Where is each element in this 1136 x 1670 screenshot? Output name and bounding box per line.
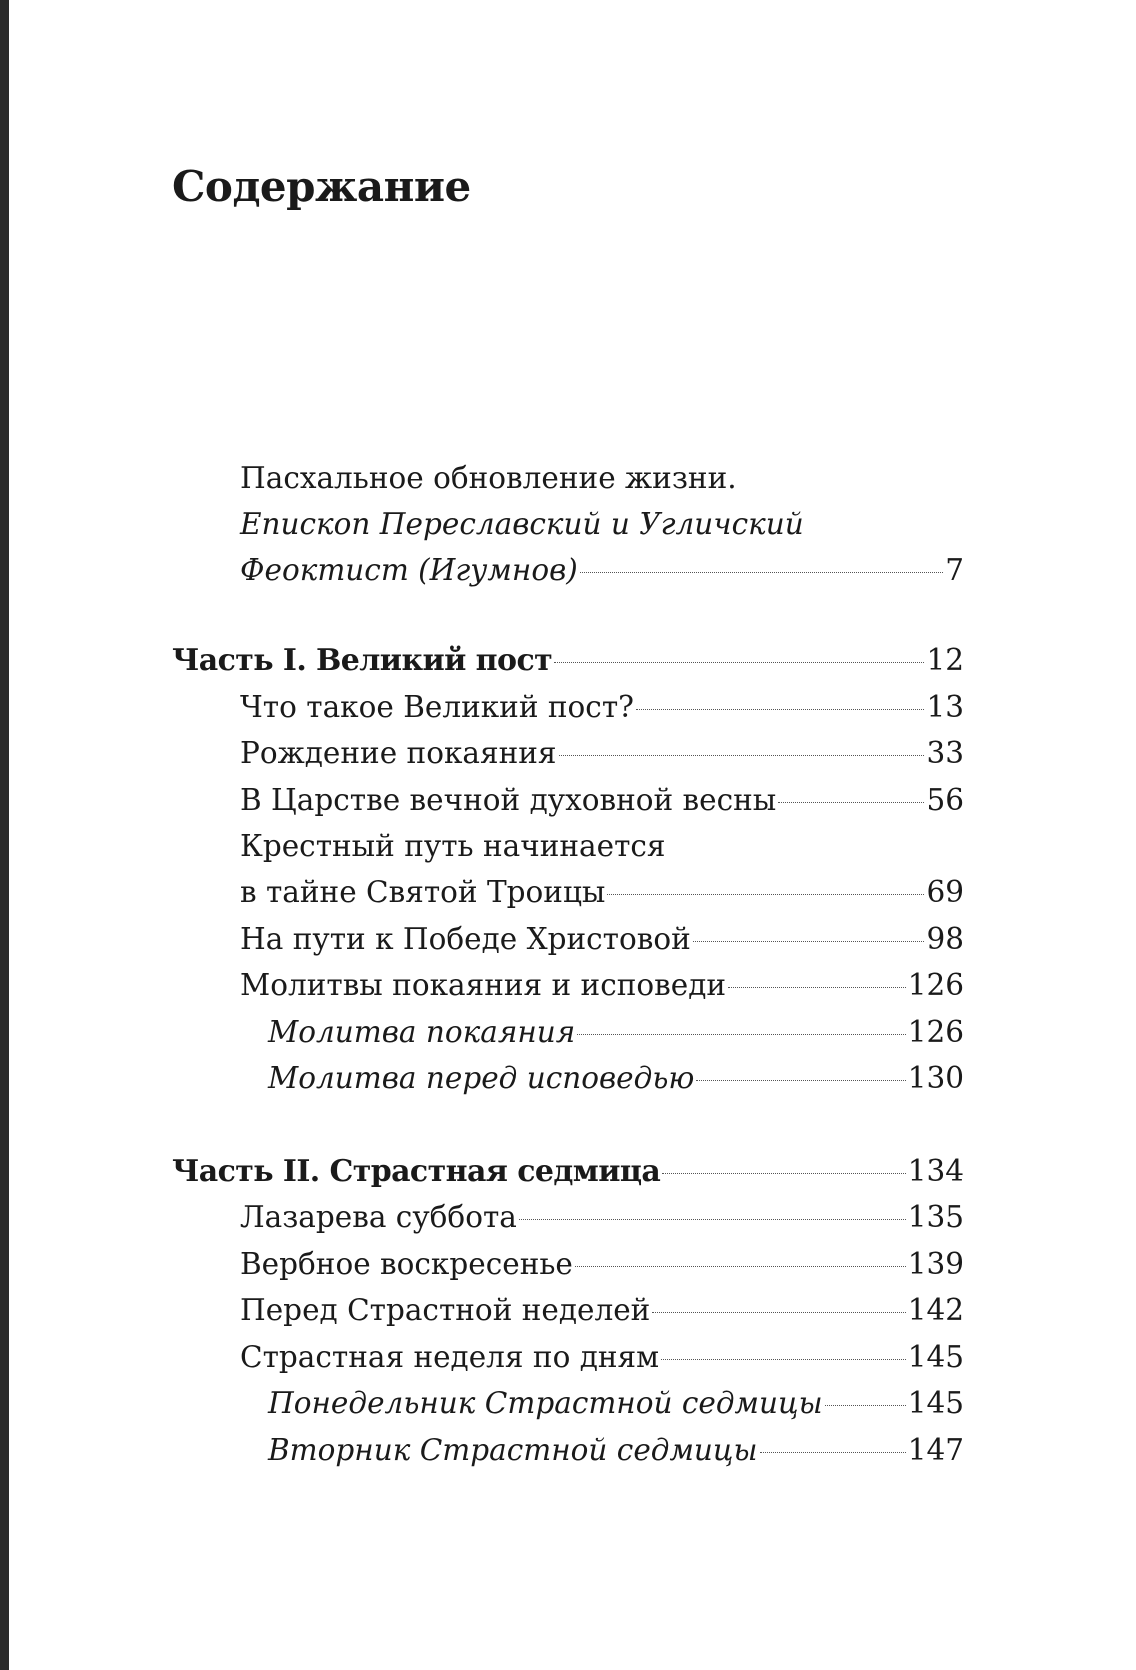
toc-entry-label: Страстная неделя по дням [240,1340,660,1374]
toc-entry[interactable] [172,684,964,730]
toc-page-number: 134 [907,1154,964,1188]
toc-page-number: 142 [907,1293,964,1327]
toc-entry[interactable] [172,962,964,1008]
page-edge [0,0,9,1670]
toc-page-number: 7 [945,553,964,587]
toc-page-number: 135 [907,1200,964,1234]
toc-page-number: 69 [926,875,964,909]
toc-foreword-line2[interactable] [172,501,964,547]
dot-leader [577,1033,905,1035]
page-title: Содержание [172,162,471,211]
toc-page-number: 130 [907,1061,964,1095]
toc-part-2[interactable] [172,1148,964,1194]
toc-entry-label: Епископ Переславский и Угличский [240,507,804,541]
toc-page-number: 56 [926,783,964,817]
toc-entry[interactable] [172,1287,964,1333]
toc-page-number: 145 [907,1340,964,1374]
toc-entry[interactable] [172,869,964,915]
toc-entry-label: в тайне Святой Троицы [240,875,606,909]
toc-entry-label: Перед Страстной неделей [240,1293,651,1327]
dot-leader [652,1311,905,1313]
dot-leader [662,1172,905,1174]
dot-leader [519,1218,906,1220]
toc-entry[interactable] [172,1241,964,1287]
toc-entry[interactable] [172,1194,964,1240]
dot-leader [778,801,924,803]
toc-entry-label: Молитва перед исповедью [268,1061,695,1095]
toc-entry-label: Лазарева суббота [240,1200,517,1234]
toc-page-number: 12 [926,643,964,677]
toc-entry-label: Молитва покаяния [268,1015,576,1049]
toc-entry-label: Молитвы покаяния и исповеди [240,968,727,1002]
toc-entry[interactable] [172,777,964,823]
dot-leader [661,1358,906,1360]
dot-leader [575,1265,906,1267]
dot-leader [580,571,943,573]
toc-subentry[interactable] [172,1380,964,1426]
toc-subentry[interactable] [172,1009,964,1055]
dot-leader [559,754,925,756]
toc-page-number: 98 [926,922,964,956]
toc-foreword-line1[interactable] [172,455,964,501]
toc-page-number: 147 [907,1433,964,1467]
toc-entry[interactable] [172,730,964,776]
toc-page-number: 145 [907,1386,964,1420]
toc-subentry[interactable] [172,1427,964,1473]
dot-leader [607,893,924,895]
toc-entry-line1[interactable] [172,823,964,869]
dot-leader [760,1451,906,1453]
dot-leader [825,1404,906,1406]
toc-entry[interactable] [172,1334,964,1380]
toc-entry-label: Понедельник Страстной седмицы [268,1386,823,1420]
toc-entry-label: Феоктист (Игумнов) [240,553,578,587]
toc-page-number: 13 [926,690,964,724]
toc-entry-label: Вторник Страстной седмицы [268,1433,758,1467]
toc-entry-label: Вербное воскресенье [240,1247,573,1281]
toc-part-title: Часть I. Великий пост [172,643,553,678]
dot-leader [696,1079,905,1081]
toc-entry-label: Что такое Великий пост? [240,690,634,724]
toc-page-number: 33 [926,736,964,770]
toc-foreword-line3[interactable] [172,547,964,593]
toc-page-number: 126 [907,968,964,1002]
toc-subentry[interactable] [172,1055,964,1101]
toc-page-number: 126 [907,1015,964,1049]
dot-leader [554,661,924,663]
dot-leader [636,708,924,710]
toc-entry[interactable] [172,916,964,962]
toc-entry-label: На пути к Победе Христовой [240,922,691,956]
toc-entry-label: В Царстве вечной духовной весны [240,783,777,817]
toc-page-number: 139 [907,1247,964,1281]
toc-entry-label: Рождение покаяния [240,736,557,770]
toc-part-1[interactable] [172,637,964,683]
dot-leader [693,940,925,942]
toc-part-title: Часть II. Страстная седмица [172,1154,661,1189]
toc-entry-label: Пасхальное обновление жизни. [240,461,737,495]
toc-entry-label: Крестный путь начинается [240,829,666,863]
dot-leader [728,986,906,988]
